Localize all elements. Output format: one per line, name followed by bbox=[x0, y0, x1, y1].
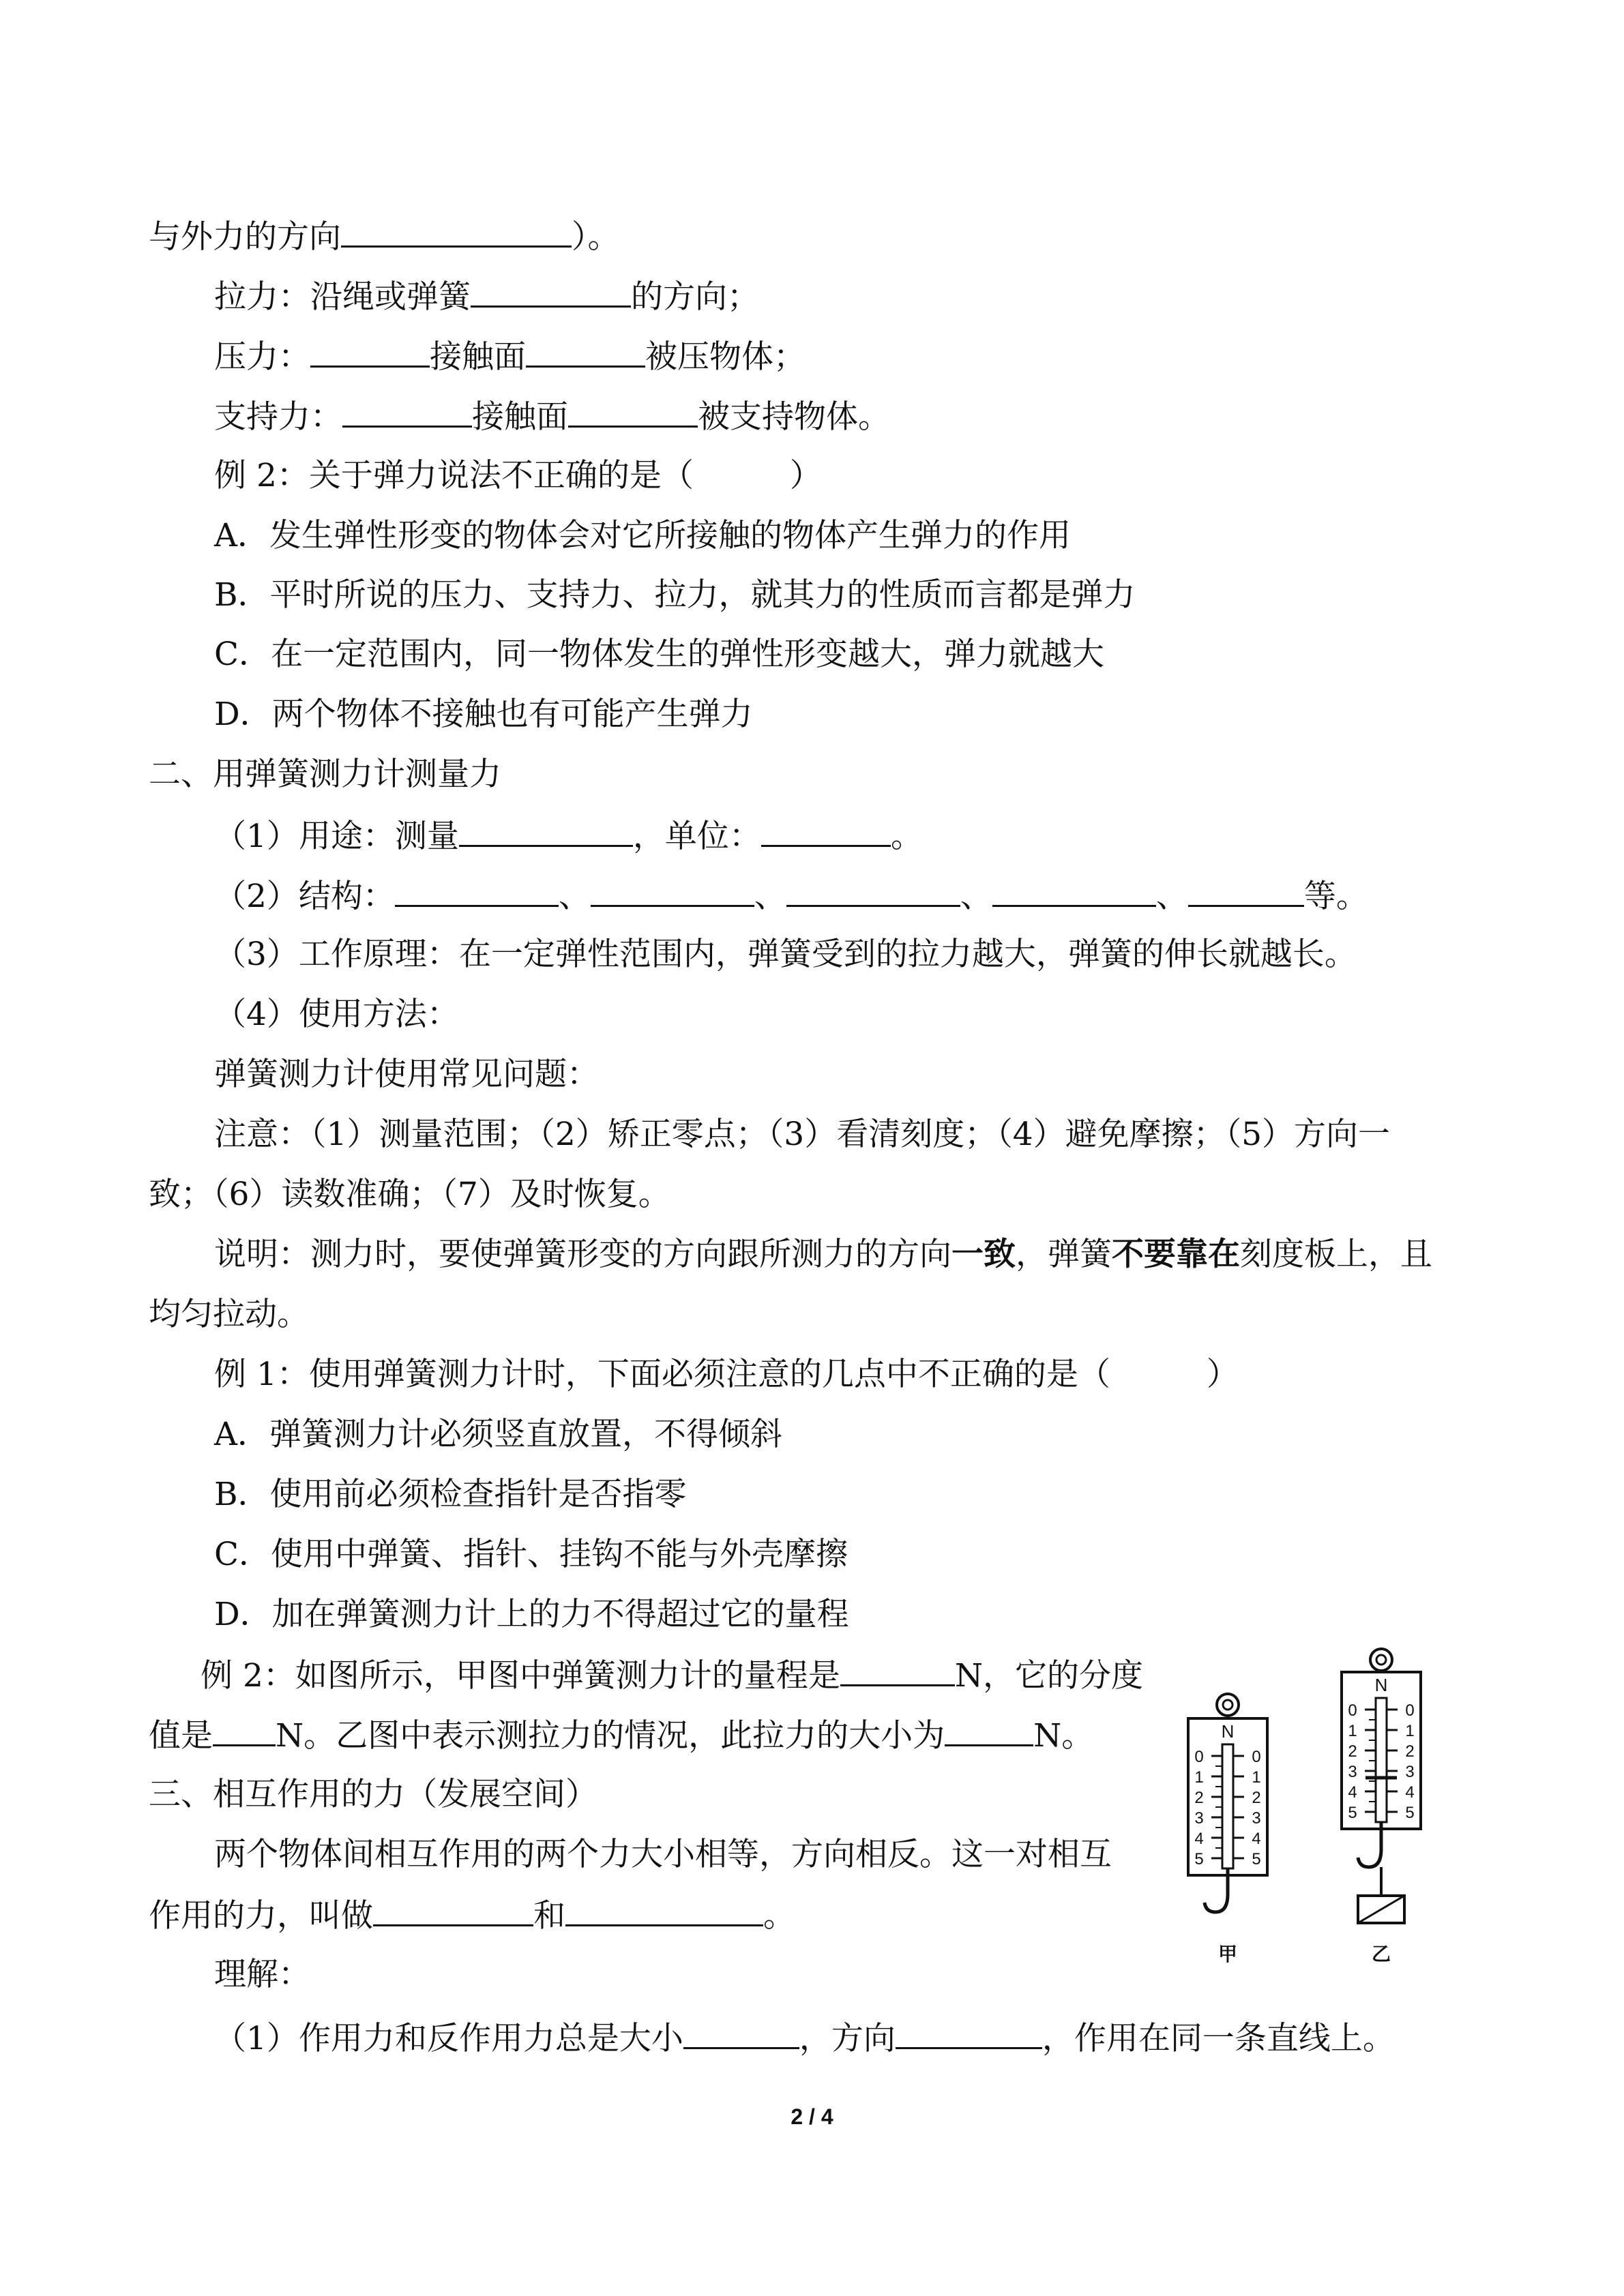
blank bbox=[840, 1654, 955, 1686]
tick-label: 5 bbox=[1405, 1804, 1415, 1822]
blank bbox=[526, 336, 645, 368]
tick-label: 3 bbox=[1348, 1763, 1357, 1781]
tick-label: 4 bbox=[1194, 1830, 1204, 1848]
line-action-reaction: （1）作用力和反作用力总是大小 ，方向 ，作用在同一条直线上。 bbox=[214, 2017, 1395, 2059]
blank bbox=[683, 2017, 799, 2049]
blank bbox=[591, 875, 754, 907]
option-a: A．发生弹性形变的物体会对它所接触的物体产生弹力的作用 bbox=[214, 517, 1071, 554]
tick-label: 1 bbox=[1194, 1768, 1204, 1787]
blank bbox=[310, 336, 430, 368]
blank bbox=[896, 2017, 1042, 2049]
blank bbox=[373, 1894, 533, 1926]
blank bbox=[471, 275, 631, 308]
blank bbox=[945, 1714, 1033, 1746]
tick-label: 4 bbox=[1348, 1783, 1357, 1802]
option-c: C．在一定范围内，同一物体发生的弹性形变越大，弹力就越大 bbox=[214, 636, 1104, 673]
blank bbox=[395, 875, 559, 907]
line-pressure-force: 压力： 接触面 被压物体； bbox=[214, 336, 806, 378]
label-jia: 甲 bbox=[1217, 1943, 1238, 1965]
line-common-issues: 弹簧测力计使用常见问题： bbox=[214, 1056, 599, 1093]
tick-label: 4 bbox=[1252, 1830, 1261, 1848]
section-2-heading: 二、用弹簧测力计测量力 bbox=[149, 756, 501, 793]
example-2-spring-scale: 例 2：如图所示，甲图中弹簧测力计的量程是 N，它的分度 bbox=[201, 1654, 1143, 1697]
unit-label: N bbox=[1221, 1721, 1235, 1742]
line-notes-2: 致；（6）读数准确；（7）及时恢复。 bbox=[149, 1176, 670, 1213]
spring-scale-jia bbox=[1188, 1694, 1267, 1965]
tick-label: 5 bbox=[1348, 1804, 1357, 1822]
line-interaction: 两个物体间相互作用的两个力大小相等，方向相反。这一对相互 bbox=[214, 1836, 1112, 1873]
example-2-question: 例 2：关于弹力说法不正确的是（ ） bbox=[214, 457, 822, 494]
unit-label: N bbox=[1374, 1675, 1388, 1695]
blank bbox=[341, 215, 572, 248]
option-b: B．平时所说的压力、支持力、拉力，就其力的性质而言都是弹力 bbox=[214, 576, 1136, 614]
line-explanation: 说明：测力时，要使弹簧形变的方向跟所测力的方向一致，弹簧不要靠在刻度板上，且 bbox=[214, 1236, 1432, 1273]
tick-label: 1 bbox=[1348, 1722, 1357, 1740]
tick-label: 5 bbox=[1252, 1850, 1261, 1868]
example-1-question: 例 1：使用弹簧测力计时，下面必须注意的几点中不正确的是（ ） bbox=[214, 1356, 1239, 1393]
tick-label: 2 bbox=[1348, 1742, 1357, 1761]
line-usage-method: （4）使用方法： bbox=[214, 996, 459, 1033]
blank bbox=[1188, 875, 1304, 907]
tick-label: 2 bbox=[1194, 1789, 1204, 1807]
tick-label: 3 bbox=[1405, 1763, 1415, 1781]
line-outward-force-direction: 与外力的方向 ）。 bbox=[149, 215, 620, 258]
blank bbox=[761, 815, 891, 847]
blank bbox=[459, 815, 633, 847]
tick-label: 3 bbox=[1194, 1809, 1204, 1828]
tick-label: 5 bbox=[1194, 1850, 1204, 1868]
line-support-force: 支持力： 接触面 被支持物体。 bbox=[214, 396, 890, 438]
section-3-heading: 三、相互作用的力（发展空间） bbox=[149, 1776, 597, 1813]
blank bbox=[568, 396, 698, 428]
tick-label: 0 bbox=[1348, 1701, 1357, 1720]
option-c: C．使用中弹簧、指针、挂钩不能与外壳摩擦 bbox=[214, 1536, 848, 1573]
tick-label: 2 bbox=[1252, 1789, 1261, 1807]
blank bbox=[565, 1894, 763, 1926]
tick-label: 1 bbox=[1405, 1722, 1415, 1740]
option-d: D．加在弹簧测力计上的力不得超过它的量程 bbox=[214, 1596, 849, 1633]
line-usage: （1）用途：测量 ，单位： 。 bbox=[214, 815, 923, 857]
blank bbox=[786, 875, 960, 907]
line-principle: （3）工作原理：在一定弹性范围内，弹簧受到的拉力越大，弹簧的伸长就越长。 bbox=[214, 936, 1357, 973]
spring-scale-yi bbox=[1342, 1649, 1421, 1965]
label-yi: 乙 bbox=[1371, 1943, 1391, 1965]
blank bbox=[213, 1714, 276, 1746]
line-structure: （2）结构： 、 、 、 、 等。 bbox=[214, 875, 1368, 917]
option-b: B．使用前必须检查指针是否指零 bbox=[214, 1476, 687, 1513]
tick-label: 2 bbox=[1405, 1742, 1415, 1761]
blank bbox=[992, 875, 1156, 907]
option-a: A．弹簧测力计必须竖直放置，不得倾斜 bbox=[214, 1416, 782, 1453]
line-explanation-2: 均匀拉动。 bbox=[149, 1296, 309, 1333]
tick-label: 3 bbox=[1252, 1809, 1261, 1828]
tick-label: 0 bbox=[1252, 1748, 1261, 1766]
tick-label: 0 bbox=[1405, 1701, 1415, 1720]
tick-label: 1 bbox=[1252, 1768, 1261, 1787]
spring-scale-figure bbox=[1160, 1637, 1487, 1991]
line-understanding: 理解： bbox=[214, 1956, 310, 1993]
line-notes-1: 注意：（1）测量范围；（2）矫正零点；（3）看清刻度；（4）避免摩擦；（5）方向一 bbox=[214, 1116, 1391, 1153]
page-number: 2 / 4 bbox=[791, 2104, 833, 2129]
option-d: D．两个物体不接触也有可能产生弹力 bbox=[214, 696, 753, 733]
tick-label: 4 bbox=[1405, 1783, 1415, 1802]
example-2-line-2: 值是 N。乙图中表示测拉力的情况，此拉力的大小为 N。 bbox=[149, 1714, 1093, 1757]
tick-label: 0 bbox=[1194, 1748, 1204, 1766]
line-pull-force: 拉力：沿绳或弹簧 的方向； bbox=[214, 275, 759, 318]
line-interaction-2: 作用的力，叫做 和 。 bbox=[149, 1894, 795, 1937]
blank bbox=[342, 396, 472, 428]
